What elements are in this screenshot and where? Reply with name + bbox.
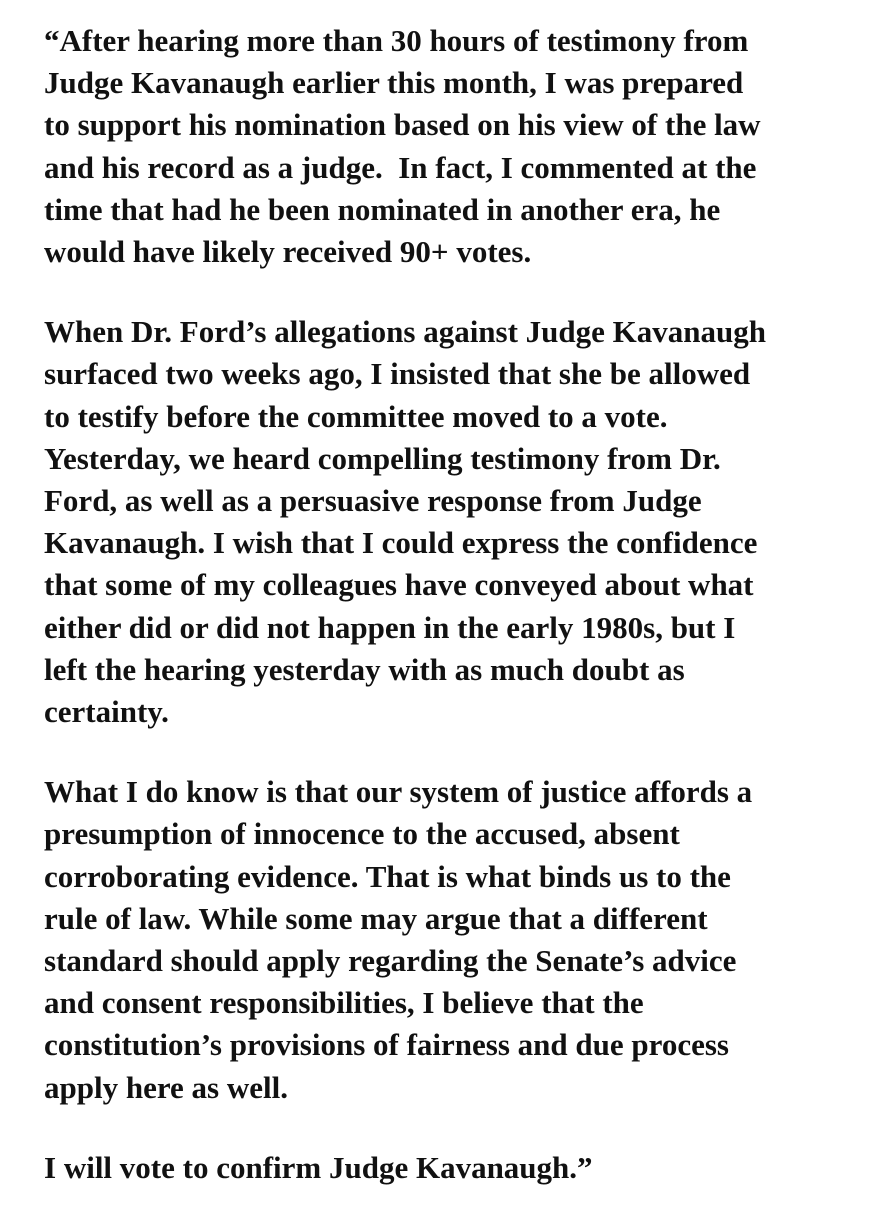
text-line: What I do know is that our system of justice affords a xyxy=(44,774,753,810)
text-line: and his record as a judge. In fact, I commented at the xyxy=(44,149,757,185)
text-line: would have likely received 90+ votes. xyxy=(44,234,532,270)
text-line: When Dr. Ford’s allegations against Judge Kavanaugh xyxy=(44,314,767,350)
text-line: Kavanaugh. I wish that I could express the confidence xyxy=(44,525,758,561)
paragraph-2 xyxy=(44,311,883,733)
paragraph-3 xyxy=(44,771,883,1109)
text-line: “After hearing more than 30 hours of testimony from xyxy=(44,23,749,58)
statement-text xyxy=(44,20,883,1227)
text-line: standard should apply regarding the Senate’s advice xyxy=(44,943,737,979)
text-line: surfaced two weeks ago, I insisted that she be allowed xyxy=(44,356,751,392)
text-line: Yesterday, we heard compelling testimony from Dr. xyxy=(44,440,721,476)
text-line: time that had he been nominated in another era, he xyxy=(44,191,721,227)
text-line: either did or did not happen in the early 1980s, but I xyxy=(44,609,736,645)
text-line: Ford, as well as a persuasive response from Judge xyxy=(44,483,702,519)
text-line: constitution’s provisions of fairness and due process xyxy=(44,1027,729,1063)
text-line: corroborating evidence. That is what binds us to the xyxy=(44,858,731,894)
text-line: that some of my colleagues have conveyed about what xyxy=(44,567,754,603)
text-line: left the hearing yesterday with as much doubt as xyxy=(44,651,685,687)
text-line: presumption of innocence to the accused, absent xyxy=(44,816,680,852)
text-line: rule of law. While some may argue that a different xyxy=(44,900,708,936)
text-line: to testify before the committee moved to a vote. xyxy=(44,398,668,434)
text-line: and consent responsibilities, I believe that the xyxy=(44,985,644,1021)
text-line: to support his nomination based on his view of the law xyxy=(44,107,761,143)
text-line: Judge Kavanaugh earlier this month, I was prepared xyxy=(44,65,744,101)
text-line: apply here as well. xyxy=(44,1069,288,1105)
paragraph-4 xyxy=(44,1147,883,1189)
text-line: I will vote to confirm Judge Kavanaugh.” xyxy=(44,1149,593,1185)
text-line: certainty. xyxy=(44,694,169,730)
paragraph-1 xyxy=(44,20,883,273)
